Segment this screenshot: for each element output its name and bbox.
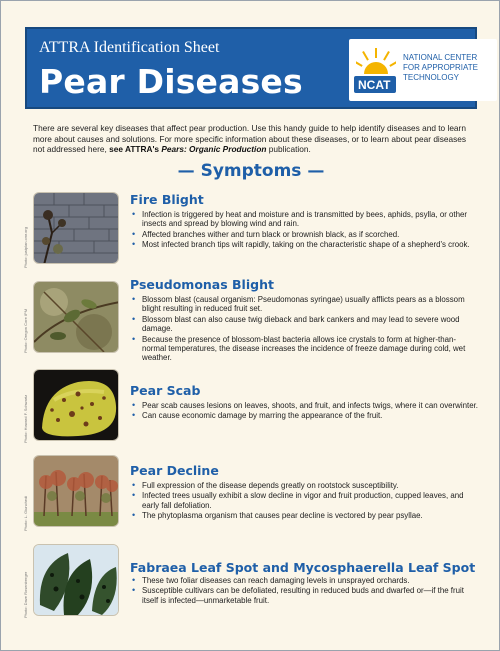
leaf-spot-photo <box>33 544 119 616</box>
header-banner <box>25 27 477 109</box>
symptom-item: • Infected trees usually exhibit a slow decline in vigor and fruit production, cupped leaves, and early fall defoliation. <box>130 491 480 510</box>
disease-entry-pseudomonas-blight <box>23 277 483 361</box>
disease-title: Fabraea Leaf Spot and Mycosphaerella Leaf Spot <box>130 560 476 575</box>
symptom-list <box>130 295 480 364</box>
sheet-subtitle: ATTRA Identification Sheet <box>39 39 220 56</box>
sunrise-icon <box>356 48 396 74</box>
intro-text: There are several key diseases that affect pear production. Use this handy guide to help identify diseases and to learn more about causes and solutions. For more specific information about these diseases, or to learn about pear diseases not addressed here, <box>33 123 467 155</box>
symptom-list <box>130 401 480 422</box>
org-line: NATIONAL CENTER <box>403 53 478 62</box>
disease-entry-pear-scab <box>23 367 483 445</box>
photo-credit: Photo: Oregon Core IPM <box>23 308 28 353</box>
symptom-item: • Blossom blast (causal organism: Pseudomonas syringae) usually afflicts pears as a blossom blight resulting in reduced fruit set. <box>130 295 480 314</box>
symptom-list <box>130 210 480 251</box>
photo-credit: Photo: Howard F. Schwartz <box>23 394 28 443</box>
disease-entry-leaf-spot <box>23 542 483 624</box>
photo-credit: Photo: L. Giunchedi <box>23 495 28 531</box>
symptom-item: • Most infected branch tips wilt rapidly, taking on the characteristic shape of a shepherd's crook. <box>130 240 480 249</box>
photo-credit: Photo: justplan.cmr.org <box>23 227 28 268</box>
symptom-item: • Infection is triggered by heat and moisture and is transmitted by bees, aphids, psylla, or other insects and spread by blowing wind and rain. <box>130 210 480 229</box>
disease-entry-fire-blight <box>23 192 483 272</box>
fire-blight-photo <box>33 192 119 264</box>
intro-suffix: publication. <box>266 144 311 155</box>
ncat-org-name <box>403 53 495 83</box>
symptom-item: • Susceptible cultivars can be defoliated, resulting in reduced buds and dwarfed or—if the fruit itself is infected—unmarketable fruit. <box>130 586 480 605</box>
symptom-item: • These two foliar diseases can reach damaging levels in unsprayed orchards. <box>130 576 480 585</box>
symptom-item: • Pear scab causes lesions on leaves, shoots, and fruit, and infects twigs, where it can overwinter. <box>130 401 480 410</box>
symptom-item: • Affected branches wither and turn black or brownish black, as if scorched. <box>130 230 480 239</box>
ncat-acronym: NCAT <box>358 78 391 92</box>
disease-title: Pseudomonas Blight <box>130 277 274 292</box>
symptom-item: • Can cause economic damage by marring the appearance of the fruit. <box>130 411 480 420</box>
symptom-list <box>130 576 480 606</box>
symptom-item: • The phytoplasma organism that causes pear decline is vectored by pear psyllae. <box>130 511 480 520</box>
pear-scab-photo <box>33 369 119 441</box>
org-line: FOR APPROPRIATE <box>403 63 478 72</box>
symptom-item: • Because the presence of blossom-blast bacteria allows ice crystals to form at higher-than-normal temperatures, the disease increases the incidence of freeze damage during cold, wet weather. <box>130 335 480 363</box>
photo-credit: Photo: Dave Rosenberger <box>23 571 28 618</box>
pear-decline-photo <box>33 455 119 527</box>
intro-link-prefix: see ATTRA's <box>109 144 162 155</box>
ncat-logo <box>349 39 497 101</box>
publication-title: Pears: Organic Production <box>161 144 267 155</box>
intro-link[interactable] <box>109 144 266 154</box>
symptom-list <box>130 481 480 522</box>
disease-title: Fire Blight <box>130 192 204 207</box>
disease-entry-pear-decline <box>23 455 483 535</box>
symptom-item: • Full expression of the disease depends greatly on rootstock susceptibility. <box>130 481 480 490</box>
pseudomonas-blight-photo <box>33 281 119 353</box>
intro-paragraph <box>33 123 473 155</box>
org-line: TECHNOLOGY <box>403 73 460 82</box>
page-title: Pear Diseases <box>39 62 303 101</box>
disease-title: Pear Decline <box>130 463 219 478</box>
disease-title: Pear Scab <box>130 383 201 398</box>
symptoms-heading: — Symptoms — <box>177 161 325 181</box>
symptom-item: • Blossom blast can also cause twig dieback and bark cankers and may lead to severe wood damage. <box>130 315 480 334</box>
